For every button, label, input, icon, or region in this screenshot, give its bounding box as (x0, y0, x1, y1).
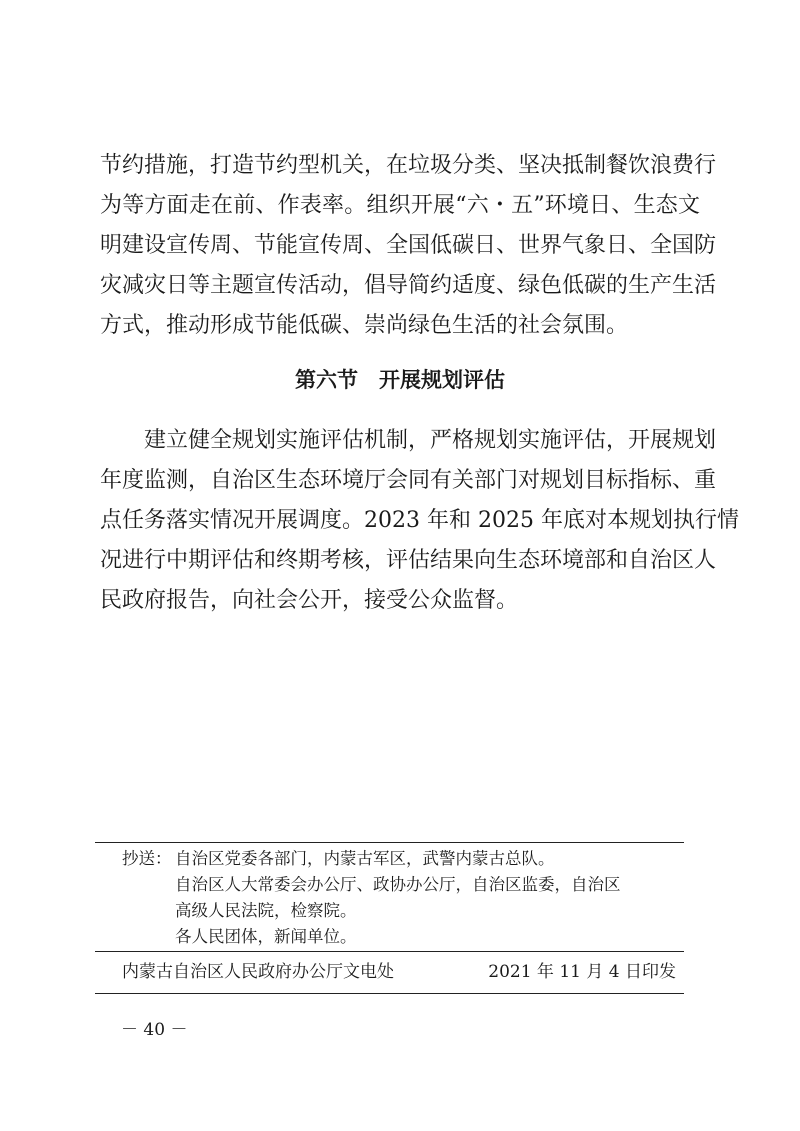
issue-date: 2021 年 11 月 4 日印发 (488, 962, 676, 982)
distribution-line: 自治区人大常委会办公厅、政协办公厅，自治区监委，自治区 (175, 875, 621, 894)
paragraph-line: 点任务落实情况开展调度。2023 年和 2025 年底对本规划执行情 (100, 508, 739, 533)
distribution-label: 抄送： (122, 849, 172, 868)
divider-middle (95, 951, 684, 952)
paragraph-line: 况进行中期评估和终期考核，评估结果向生态环境部和自治区人 (100, 548, 717, 573)
page-number: － 40 － (121, 1020, 188, 1040)
distribution-line: 自治区党委各部门，内蒙古军区，武警内蒙古总队。 (175, 849, 555, 868)
paragraph-line: 为等方面走在前、作表率。组织开展“六・五”环境日、生态文 (100, 193, 700, 218)
paragraph-line: 方式，推动形成节能低碳、崇尚绿色生活的社会氛围。 (100, 313, 629, 338)
paragraph-line: 年度监测，自治区生态环境厅会同有关部门对规划目标指标、重 (100, 468, 717, 493)
divider-bottom (95, 993, 684, 994)
paragraph-line: 节约措施，打造节约型机关，在垃圾分类、坚决抵制餐饮浪费行 (100, 153, 717, 178)
paragraph-line: 明建设宣传周、节能宣传周、全国低碳日、世界气象日、全国防 (100, 233, 717, 258)
issuing-office: 内蒙古自治区人民政府办公厅文电处 (122, 962, 394, 982)
paragraph-line: 建立健全规划实施评估机制，严格规划实施评估，开展规划 (100, 428, 717, 453)
paragraph-line: 民政府报告，向社会公开，接受公众监督。 (100, 588, 519, 613)
distribution-line: 高级人民法院，检察院。 (175, 901, 357, 920)
section-heading: 第六节 开展规划评估 (295, 367, 505, 392)
paragraph-line: 灾减灾日等主题宣传活动，倡导简约适度、绿色低碳的生产生活 (100, 273, 717, 298)
divider-top (95, 842, 684, 843)
distribution-line: 各人民团体，新闻单位。 (175, 927, 357, 946)
